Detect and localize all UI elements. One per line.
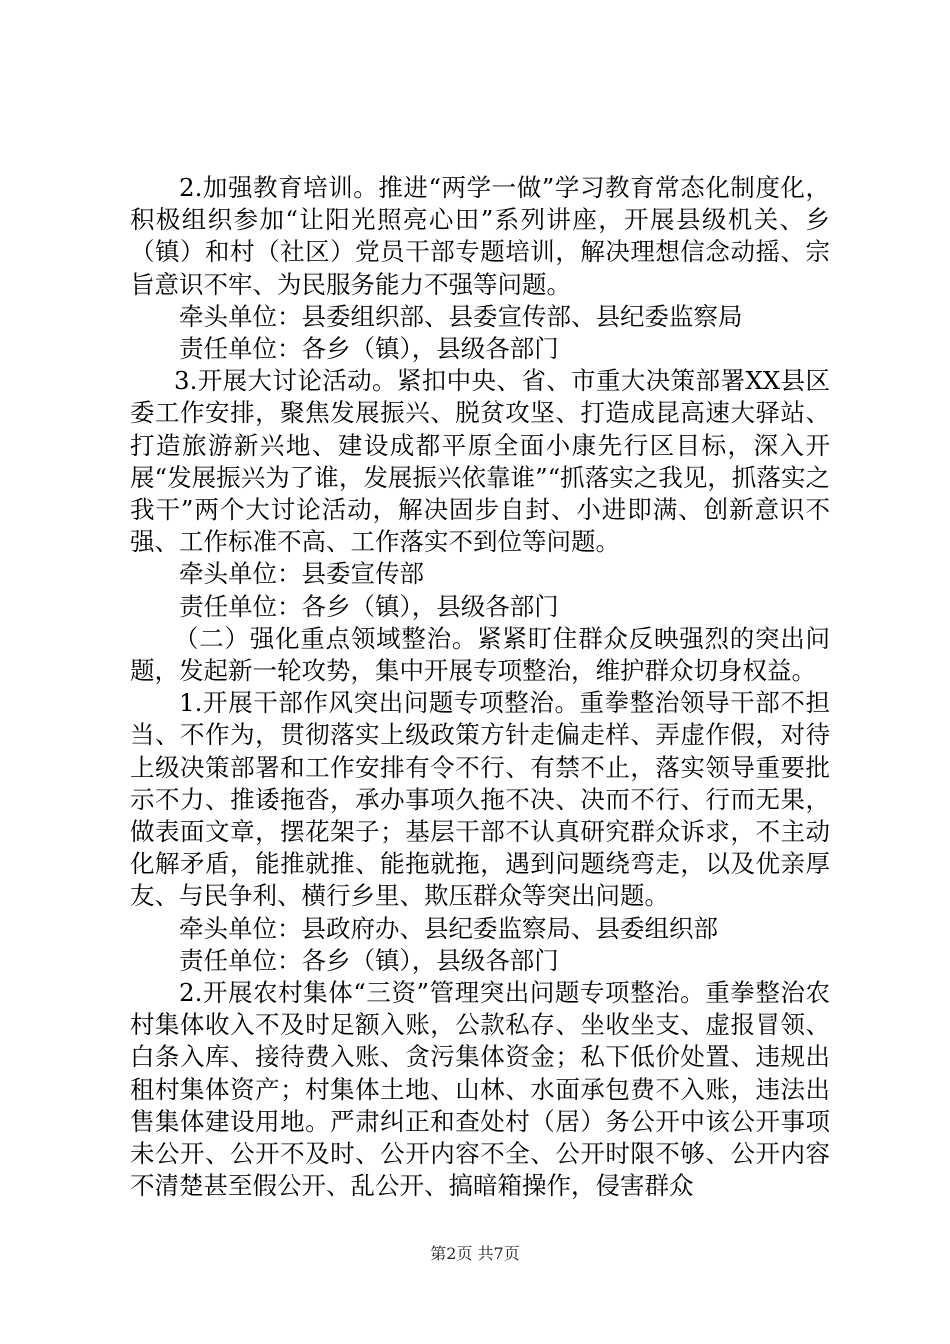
paragraph-cadre-style-rectification: 1.开展干部作风突出问题专项整治。重拳整治领导干部不担当、不作为，贯彻落实上级政策方针走偏走样、弄虚作假，对待上级决策部署和工作安排有令不行、有禁不止，落实领导重要批示不力、推诿拖沓，承办事项久拖不决、决而不行、行而无果，做表面文章，摆花架子；基层干部不认真研究群众诉求，不主动化解矛盾，能推就推、能拖就拖，遇到问题绕弯走，以及优亲厚友、与民争利、横行乡里、欺压群众等突出问题。 [130, 688, 830, 911]
paragraph-responsible-unit: 责任单位：各乡（镇），县级各部门 [179, 334, 559, 364]
paragraph-discussion-activity: 3.开展大讨论活动。紧扣中央、省、市重大决策部署XX县区委工作安排，聚焦发展振兴、脱贫攻坚、打造成昆高速大驿站、打造旅游新兴地、建设成都平原全面小康先行区目标，深入开展“发展振兴为了谁，发展振兴依靠谁”“抓落实之我见，抓落实之我干”两个大讨论活动，解决固步自封、小进即满、创新意识不强、工作标准不高、工作落实不到位等问题。 [130, 366, 830, 557]
paragraph-responsible-unit: 责任单位：各乡（镇），县级各部门 [179, 945, 559, 975]
paragraph-lead-unit: 牵头单位：县政府办、县纪委监察局、县委组织部 [179, 913, 718, 943]
page-number-footer: 第2页 共7页 [430, 1244, 520, 1263]
paragraph-section-heading: （二）强化重点领域整治。紧紧盯住群众反映强烈的突出问题，发起新一轮攻势，集中开展专项整治，维护群众切身权益。 [130, 623, 830, 686]
paragraph-lead-unit: 牵头单位：县委组织部、县委宣传部、县纪委监察局 [179, 301, 743, 331]
paragraph-responsible-unit: 责任单位：各乡（镇），县级各部门 [179, 591, 559, 621]
document-body [130, 172, 830, 1203]
paragraph-education-training: 2.加强教育培训。推进“两学一做”学习教育常态化制度化，积极组织参加“让阳光照亮心田”系列讲座，开展县级机关、乡（镇）和村（社区）党员干部专题培训，解决理想信念动摇、宗旨意识不牢、为民服务能力不强等问题。 [130, 173, 830, 299]
paragraph-lead-unit: 牵头单位：县委宣传部 [179, 559, 424, 589]
paragraph-rural-assets-rectification: 2.开展农村集体“三资”管理突出问题专项整治。重拳整治农村集体收入不及时足额入账，公款私存、坐收坐支、虚报冒领、白条入库、接待费入账、贪污集体资金；私下低价处置、违规出租村集体资产；村集体土地、山林、水面承包费不入账，违法出售集体建设用地。严肃纠正和查处村（居）务公开中该公开事项未公开、公开不及时、公开内容不全、公开时限不够、公开内容不清楚甚至假公开、乱公开、搞暗箱操作，侵害群众 [130, 978, 830, 1201]
